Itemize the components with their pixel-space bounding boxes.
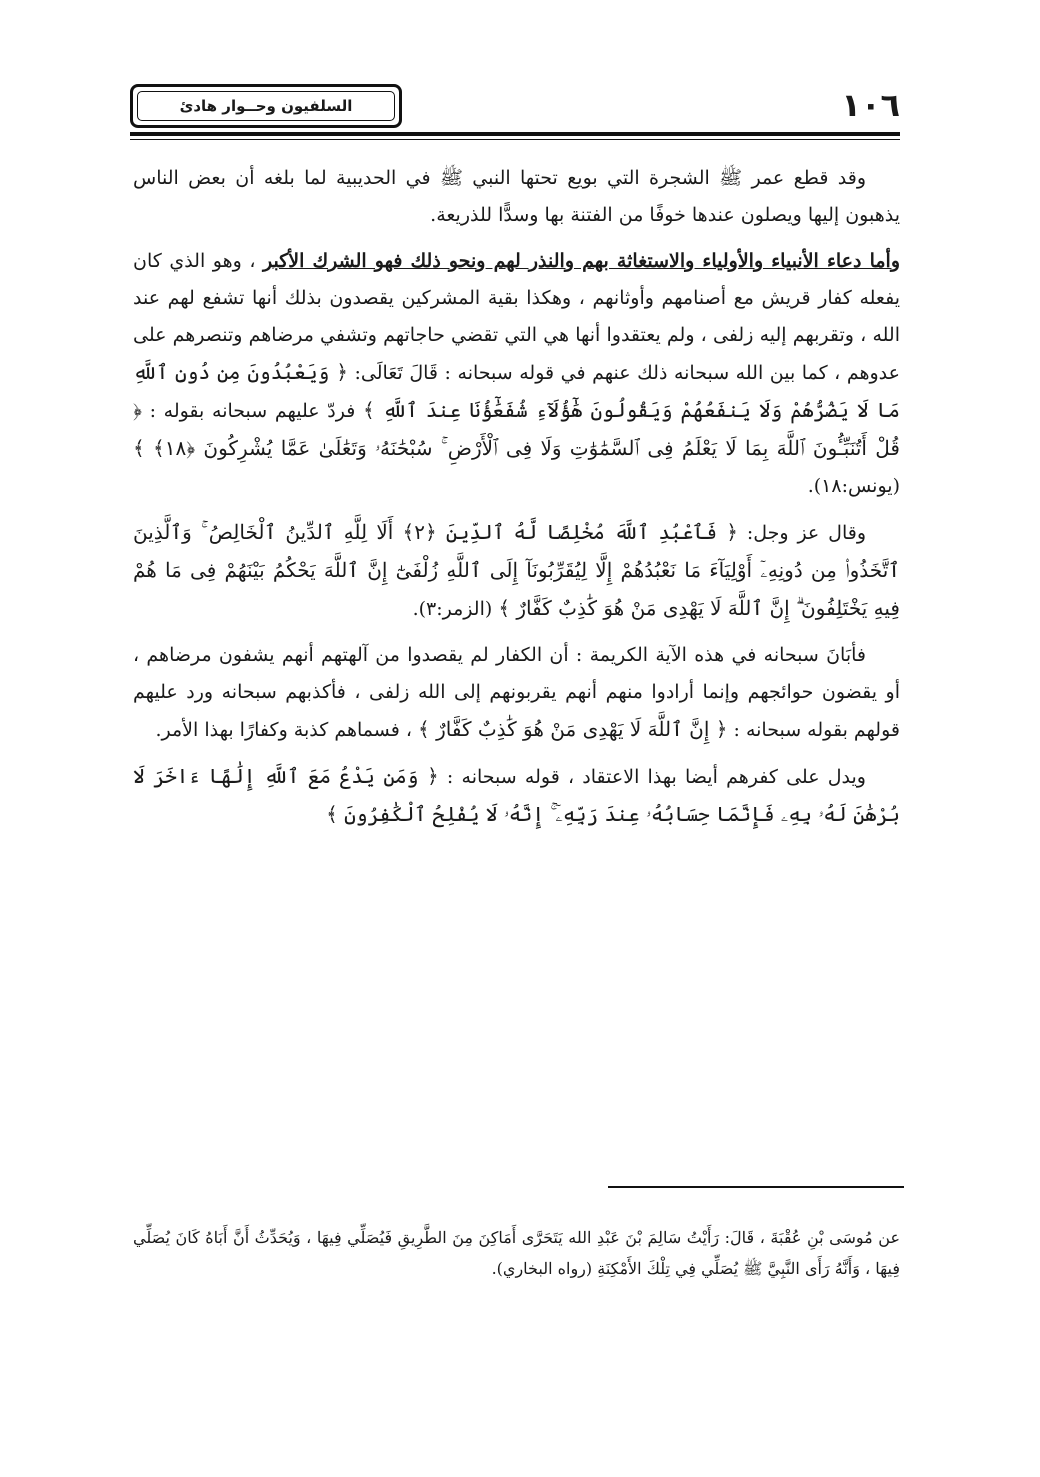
paragraph-5 bbox=[133, 758, 900, 834]
paragraph-4-text: فأبَانَ سبحانه في هذه الآية الكريمة : أن الكفار لم يقصدوا من آلهتهم أنهم يشفون مرضاهم ، أو يقضون حوائجهم وإنما أرادوا منهم أنهم يقربونهم إلى الله زلفى ، فأكذبهم سبحانه ورد عليهم قولهم بقوله سبحانه : bbox=[133, 644, 900, 741]
paragraph-1: وقد قطع عمر ﷺ الشجرة التي بويع تحتها النبي ﷺ في الحديبية لما بلغه أن بعض الناس يذهبون إليها ويصلون عندها خوفًا من الفتنة بها وسدًّا للذريعة. bbox=[133, 167, 900, 226]
paragraph-2-mid: فردّ عليهم سبحانه بقوله : bbox=[149, 400, 356, 422]
paragraph-2-text: ، وهو الذي كان يفعله كفار قريش مع أصنامهم وأوثانهم ، وهكذا بقية المشركين يقصدون بذلك أنها تشفع لهم عند الله ، وتقربهم إليه زلفى ، ولم يعتقدوا أنها هي التي تقضي حاجاتهم وتشفي مرضاهم وتنصرهم على عدوهم ، كما بين الله سبحانه ذلك عنهم في قوله سبحانه : قَالَ تَعَالَى: bbox=[133, 250, 900, 384]
quran-verse-5: ﴿ وَمَن يَدْعُ مَعَ ٱللَّهِ إِلَٰهًا ءَاخَرَ لَا بُرْهَٰنَ لَهُۥ بِهِۦ فَإِنَّمَا حِسَابُهُۥ عِندَ رَبِّهِۦٓ ۚ إِنَّهُۥ لَا يُفْلِحُ ٱلْكَٰفِرُونَ ﴾ bbox=[133, 764, 900, 826]
header-rule-thick bbox=[130, 132, 900, 136]
quran-verse-2: ﴿ قُلْ أَتُنَبِّـُٔونَ ٱللَّهَ بِمَا لَا يَعْلَمُ فِى ٱلسَّمَٰوَٰتِ وَلَا فِى ٱلْأَرْضِ ۚ سُبْحَٰنَهُۥ وَتَعَٰلَىٰ عَمَّا يُشْرِكُونَ ﴿١٨﴾ ﴾ bbox=[133, 398, 900, 460]
paragraph-2-heading: وأما دعاء الأنبياء والأولياء والاستغاثة بهم والنذر لهم ونحو ذلك فهو الشرك الأكبر bbox=[263, 250, 900, 272]
paragraph-5-intro: ويدل على كفرهم أيضا بهذا الاعتقاد ، قوله سبحانه : bbox=[446, 766, 866, 788]
verse-2-reference: (يونس:١٨). bbox=[807, 475, 900, 497]
main-text bbox=[133, 160, 900, 843]
footnote-reference: (رواه البخاري). bbox=[491, 1259, 593, 1278]
book-title-frame bbox=[130, 84, 402, 128]
footnote-separator bbox=[608, 1186, 904, 1188]
page-number: ١٠٦ bbox=[841, 86, 900, 124]
page-header bbox=[130, 82, 900, 138]
quran-verse-4: ﴿ إِنَّ ٱللَّهَ لَا يَهْدِى مَنْ هُوَ كَٰذِبٌ كَفَّارٌ ﴾ bbox=[418, 717, 728, 741]
paragraph-3 bbox=[133, 514, 900, 628]
verse-3-reference: (الزمر:٣). bbox=[412, 598, 493, 620]
paragraph-2 bbox=[133, 243, 900, 505]
footnote-text: عن مُوسَى بْنِ عُقْبَةَ ، قَالَ: رَأَيْتُ سَالِمَ بْنَ عَبْدِ الله يَتَحَرَّى أَمَاكِنَ مِنَ الطَّرِيقِ فَيُصَلِّي فِيهَا ، وَيُحَدِّثُ أَنَّ أَبَاهُ كَانَ يُصَلِّي فِيهَا ، وَأَنَّهُ رَأَى النَّبِيَّ ﷺ يُصَلِّي فِي تِلْكَ الأَمْكِنَةِ bbox=[133, 1228, 901, 1278]
quran-verse-1: ﴿ وَيَعْبُدُونَ مِن دُونِ ٱللَّهِ مَا لَا يَضُرُّهُمْ وَلَا يَنفَعُهُمْ وَيَقُولُونَ هَٰٓؤُلَآءِ شُفَعَٰٓؤُنَا عِندَ ٱللَّهِ ﴾ bbox=[133, 360, 901, 422]
book-title: السلفيون وحــوار هادئ bbox=[137, 91, 395, 121]
paragraph-4-end: ، فسماهم كذبة وكفارًا بهذا الأمر. bbox=[155, 719, 412, 741]
quran-verse-3: ﴿ فَٱعْبُدِ ٱللَّهَ مُخْلِصًا لَّهُ ٱلدِّينَ ﴿٢﴾ أَلَا لِلَّهِ ٱلدِّينُ ٱلْخَالِصُ ۚ وَٱلَّذِينَ ٱتَّخَذُوا۟ مِن دُونِهِۦٓ أَوْلِيَآءَ مَا نَعْبُدُهُمْ إِلَّا لِيُقَرِّبُونَآ إِلَى ٱللَّهِ زُلْفَىٰٓ إِنَّ ٱللَّهَ يَحْكُمُ بَيْنَهُمْ فِى مَا هُمْ فِيهِ يَخْتَلِفُونَ ۗ إِنَّ ٱللَّهَ لَا يَهْدِى مَنْ هُوَ كَٰذِبٌ كَفَّارٌ ﴾ bbox=[133, 520, 900, 620]
footnote bbox=[133, 1222, 900, 1284]
header-rule-thin bbox=[130, 139, 900, 140]
paragraph-3-intro: وقال عز وجل: bbox=[746, 522, 866, 544]
paragraph-4 bbox=[133, 637, 900, 749]
